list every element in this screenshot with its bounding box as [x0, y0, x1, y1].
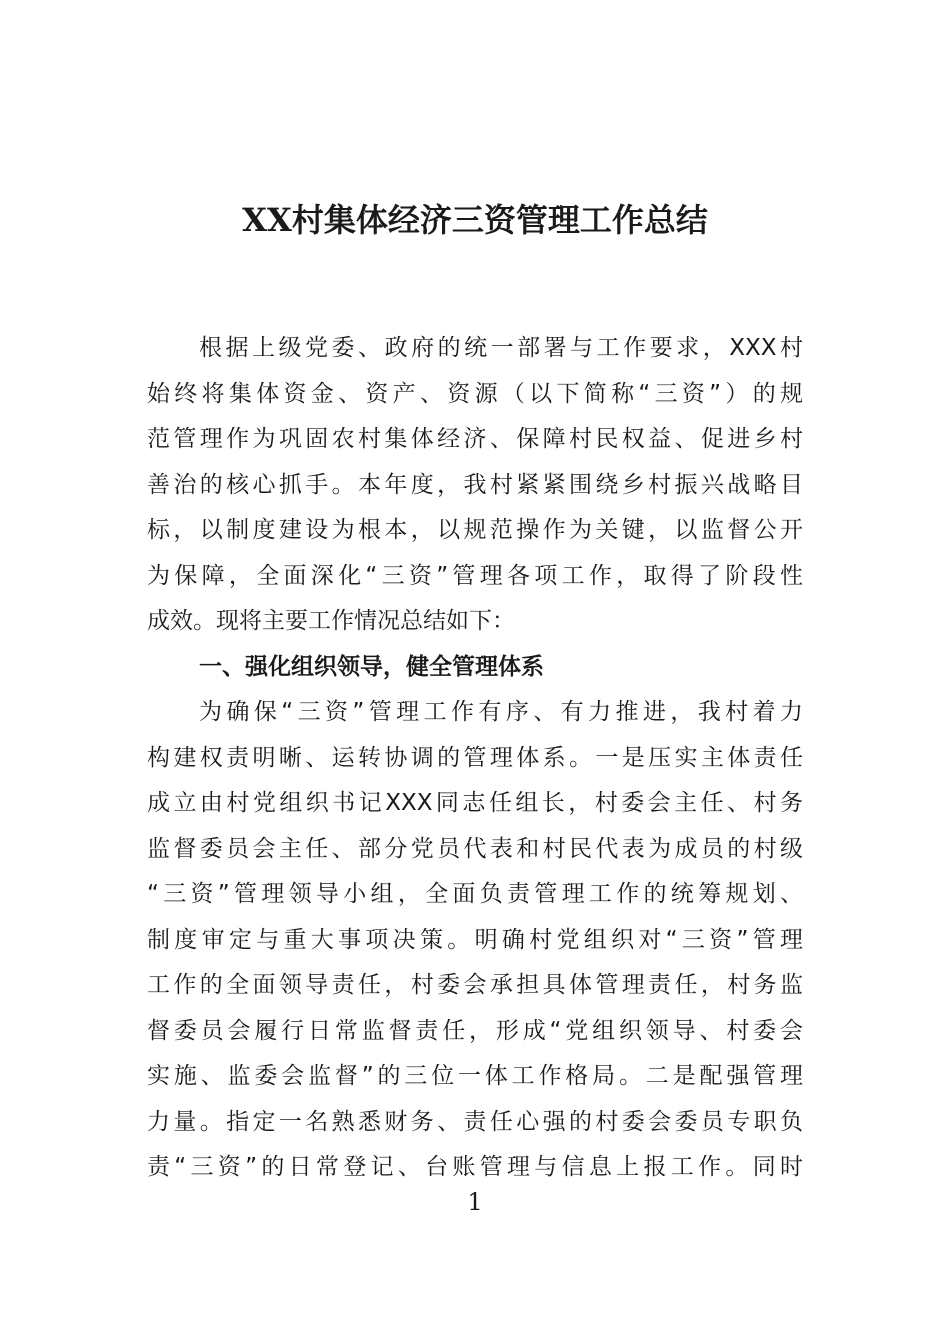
paragraph-line: 实施、监委会监督”的三位一体工作格局。二是配强管理 [147, 1063, 803, 1089]
paragraph-line: 根据上级党委、政府的统一部署与工作要求，XXX村 [199, 335, 803, 361]
paragraph-line: 力量。指定一名熟悉财务、责任心强的村委会委员专职负 [147, 1108, 803, 1135]
document-body [147, 326, 803, 1191]
paragraph-line: 为保障，全面深化“三资”管理各项工作，取得了阶段性 [147, 562, 803, 589]
paragraph-line: 构建权责明晰、运转协调的管理体系。一是压实主体责任 [147, 744, 803, 771]
paragraph-line: “三资”管理领导小组，全面负责管理工作的统筹规划、 [147, 881, 803, 907]
page-number: 1 [467, 1188, 483, 1216]
paragraph-line: 始终将集体资金、资产、资源（以下简称“三资”）的规 [147, 380, 803, 407]
paragraph-line: 责“三资”的日常登记、台账管理与信息上报工作。同时 [147, 1154, 803, 1180]
paragraph-line: 工作的全面领导责任，村委会承担具体管理责任，村务监 [147, 972, 803, 998]
document-title: XX村集体经济三资管理工作总结 [242, 201, 708, 239]
paragraph-line: 标，以制度建设为根本，以规范操作为关键，以监督公开 [147, 517, 803, 543]
paragraph-line: 监督委员会主任、部分党员代表和村民代表为成员的村级 [147, 835, 803, 862]
paragraph-line: 善治的核心抓手。本年度，我村紧紧围绕乡村振兴战略目 [147, 471, 803, 498]
paragraph-line: 制度审定与重大事项决策。明确村党组织对“三资”管理 [147, 926, 803, 953]
paragraph-line: 督委员会履行日常监督责任，形成“党组织领导、村委会 [147, 1017, 803, 1044]
paragraph-line: 为确保“三资”管理工作有序、有力推进，我村着力 [199, 699, 803, 725]
paragraph-line: 成效。现将主要工作情况总结如下： [147, 608, 515, 634]
paragraph-line: 范管理作为巩固农村集体经济、保障村民权益、促进乡村 [147, 426, 803, 452]
paragraph-line: 成立由村党组织书记XXX同志任组长，村委会主任、村务 [147, 790, 803, 816]
section-heading: 一、强化组织领导，健全管理体系 [199, 653, 544, 680]
